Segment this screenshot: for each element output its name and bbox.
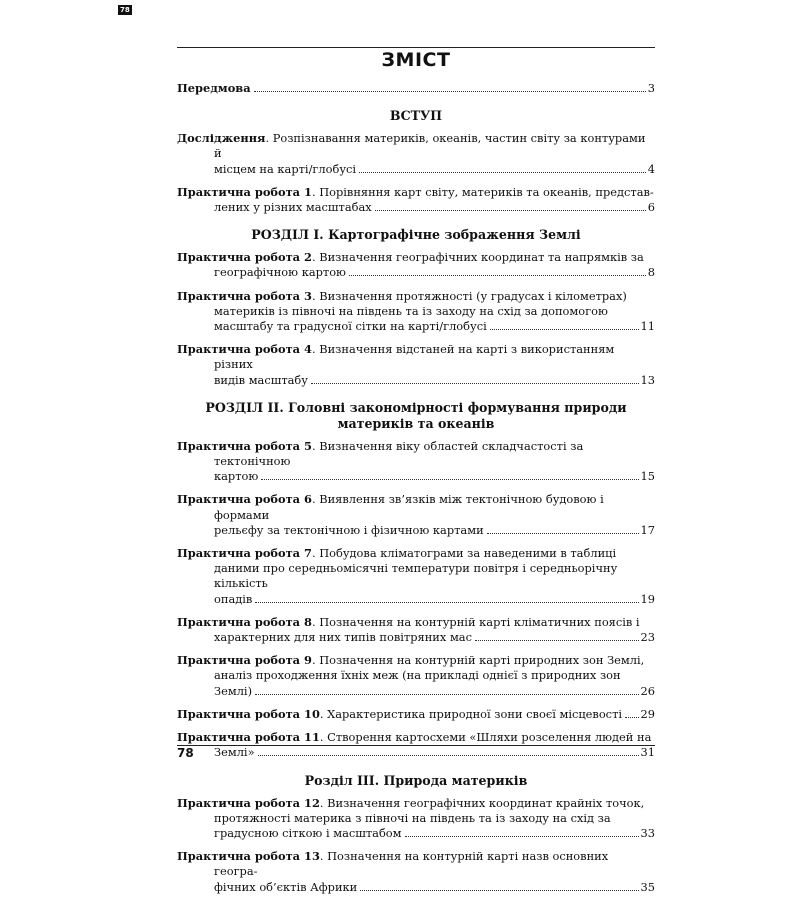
entry-last-words: місцем на карті/глобусі bbox=[214, 161, 357, 176]
toc-entry[interactable] bbox=[177, 185, 655, 215]
section-heading-number: РОЗДІЛ ІІ bbox=[205, 399, 280, 415]
entry-last-words: характерних для них типів повітряних мас bbox=[214, 630, 472, 645]
entry-last-line bbox=[177, 265, 655, 280]
entry-last-words: Землі) bbox=[214, 683, 253, 698]
entry-last-text bbox=[214, 373, 308, 388]
entry-lead: Практична робота 8 bbox=[177, 614, 312, 629]
dot-leader bbox=[359, 172, 646, 173]
entry-last-words: масштабу та градусної сітки на карті/глобусі bbox=[214, 319, 487, 334]
entry-page: 35 bbox=[640, 879, 655, 894]
section-heading bbox=[177, 227, 655, 243]
entry-last-text bbox=[214, 523, 484, 538]
entry-text bbox=[177, 546, 655, 592]
entry-last-words: рельєфу за тектонічною і фізичною картами bbox=[214, 522, 484, 537]
entry-last-words: географічною картою bbox=[214, 265, 346, 280]
entry-lead: Практична робота 13 bbox=[177, 849, 320, 864]
entry-lead: Практична робота 7 bbox=[177, 546, 312, 561]
entry-page: 26 bbox=[640, 683, 655, 698]
section-heading-number: ВСТУП bbox=[389, 108, 443, 124]
entry-text bbox=[177, 849, 655, 879]
entry-page: 3 bbox=[647, 81, 655, 95]
entry-last-words: картою bbox=[214, 469, 259, 484]
dot-leader bbox=[490, 329, 639, 330]
entry-line: . Побудова кліматограми за наведеними в таблиці даними про середньомісячні температури повітря і середньорічну кількість bbox=[214, 546, 618, 591]
toc-entry[interactable] bbox=[177, 653, 655, 699]
entry-page: 33 bbox=[640, 825, 655, 840]
dot-leader bbox=[487, 533, 639, 534]
entry-line: . Створення картосхеми «Шляхи розселення людей на bbox=[319, 730, 652, 745]
section-heading bbox=[177, 400, 655, 432]
entry-line: . Розпізнавання материків, океанів, частин світу за контурами й bbox=[214, 131, 646, 161]
entry-line: . Позначення на контурній карті назв основних геогра- bbox=[214, 849, 609, 879]
corner-page-tag: 78 bbox=[120, 6, 130, 14]
entry-page: 31 bbox=[640, 745, 655, 760]
dot-leader bbox=[475, 640, 639, 641]
toc-entry[interactable] bbox=[177, 131, 655, 177]
entry-page: 4 bbox=[647, 161, 655, 176]
entry-last-text bbox=[214, 319, 487, 334]
entry-page: 13 bbox=[640, 372, 655, 387]
toc-entry[interactable] bbox=[177, 849, 655, 895]
page-number: 78 bbox=[177, 746, 194, 760]
entry-last-text bbox=[214, 162, 356, 177]
dot-leader bbox=[349, 275, 646, 276]
entry-lead: Практична робота 10 bbox=[177, 706, 320, 721]
entry-last-line bbox=[177, 592, 655, 607]
entry-text bbox=[177, 796, 655, 826]
entry-text bbox=[177, 653, 655, 683]
entry-lead: Практична робота 3 bbox=[177, 288, 312, 303]
entry-line: . Позначення на контурній карті природних зон Землі, аналіз проходження їхніх меж (на прикладі однієї з природних зон bbox=[214, 653, 645, 683]
entry-page: 11 bbox=[640, 319, 655, 334]
entry-last-words: градусною сіткою і масштабом bbox=[214, 825, 402, 840]
toc-entry[interactable] bbox=[177, 439, 655, 485]
entry-line: . Визначення географічних координат крайніх точок, протяжності материка з півночі на південь та із заходу на схід за bbox=[214, 795, 645, 825]
toc-entry[interactable] bbox=[177, 289, 655, 335]
section-heading-number: Розділ ІІІ bbox=[304, 772, 375, 788]
entry-last-words: Землі» bbox=[214, 745, 255, 760]
entry-last-line bbox=[177, 162, 655, 177]
entry-page: 6 bbox=[647, 200, 655, 215]
entry-lead: Практична робота 5 bbox=[177, 438, 312, 453]
entry-last-line bbox=[177, 523, 655, 538]
entry-lead: Практична робота 12 bbox=[177, 795, 320, 810]
entry-last-text bbox=[214, 880, 357, 895]
entry-last-words: лених у різних масштабах bbox=[214, 200, 372, 215]
entry-lead: Практична робота 9 bbox=[177, 653, 312, 668]
entry-lead: Практична робота 1 bbox=[177, 184, 312, 199]
entry-last-words: опадів bbox=[214, 591, 253, 606]
entry-lead: Практична робота 4 bbox=[177, 342, 312, 357]
entry-line: . Визначення віку областей складчастості за тектонічною bbox=[214, 438, 584, 469]
entry-last-text bbox=[214, 826, 402, 841]
entry-page: 19 bbox=[640, 591, 655, 606]
entry-last-words: . Характеристика природної зони своєї місцевості bbox=[319, 706, 623, 721]
entry-text bbox=[177, 439, 655, 469]
entry-text bbox=[177, 342, 655, 372]
table-of-contents bbox=[177, 81, 655, 903]
entry-last-text bbox=[214, 469, 258, 484]
entry-last-line bbox=[177, 880, 655, 895]
entry-last-text bbox=[214, 684, 252, 699]
section-heading-title: . Картографічне зображення Землі bbox=[319, 227, 581, 243]
entry-last-text bbox=[214, 200, 372, 215]
entry-last-line bbox=[177, 469, 655, 484]
entry-text bbox=[177, 185, 655, 200]
entry-last-line bbox=[177, 826, 655, 841]
entry-line: . Визначення відстаней на карті з використанням різних bbox=[214, 342, 615, 372]
toc-sections bbox=[177, 108, 655, 895]
entry-last-text bbox=[214, 630, 472, 645]
entry-page: 8 bbox=[647, 265, 655, 280]
section-heading bbox=[177, 108, 655, 124]
entry-lead: Практична робота 6 bbox=[177, 492, 312, 507]
dot-leader bbox=[375, 210, 646, 211]
dot-leader bbox=[625, 717, 638, 718]
dot-leader bbox=[311, 383, 639, 384]
toc-entry[interactable] bbox=[177, 615, 655, 645]
bottom-rule bbox=[177, 745, 655, 746]
entry-line: . Позначення на контурній карті кліматичних поясів і bbox=[311, 614, 640, 629]
dot-leader bbox=[255, 694, 638, 695]
entry-last-text bbox=[214, 745, 255, 760]
entry-page: 23 bbox=[640, 630, 655, 645]
toc-entry[interactable] bbox=[177, 796, 655, 842]
entry-text bbox=[177, 250, 655, 265]
entry-text bbox=[177, 615, 655, 630]
entry-last-line bbox=[177, 319, 655, 334]
entry-last-text bbox=[214, 265, 346, 280]
entry-last-text bbox=[214, 592, 252, 607]
dot-leader bbox=[261, 479, 638, 480]
entry-last-text bbox=[177, 707, 622, 722]
entry-lead: Дослідження bbox=[177, 131, 266, 146]
toc-entry-preface[interactable] bbox=[177, 81, 655, 96]
entry-line: . Виявлення зв’язків між тектонічною будовою і формами bbox=[214, 492, 604, 522]
entry-lead: Практична робота 2 bbox=[177, 250, 312, 265]
entry-text bbox=[177, 289, 655, 319]
dot-leader bbox=[405, 836, 639, 837]
dot-leader bbox=[255, 602, 638, 603]
entry-text bbox=[177, 492, 655, 522]
entry-last-line bbox=[177, 630, 655, 645]
page-title: ЗМІСТ bbox=[381, 49, 451, 71]
section-heading-number: РОЗДІЛ І bbox=[251, 227, 320, 243]
toc-entry[interactable] bbox=[177, 342, 655, 388]
entry-lead: Практична робота 11 bbox=[177, 730, 320, 745]
section-heading-title: . Головні закономірності формування природи материків та океанів bbox=[279, 399, 627, 431]
toc-entry[interactable] bbox=[177, 492, 655, 538]
entry-last-line bbox=[177, 684, 655, 699]
entry-line: . Визначення протяжності (у градусах і кілометрах) материків із півночі на південь та із заходу на схід за допомогою bbox=[214, 288, 627, 318]
top-rule bbox=[177, 47, 655, 48]
entry-lead: Передмова bbox=[177, 81, 251, 95]
entry-text bbox=[177, 730, 655, 745]
entry-last-line bbox=[177, 707, 655, 722]
toc-entry[interactable] bbox=[177, 707, 655, 722]
entry-last-line bbox=[177, 745, 655, 760]
toc-entry[interactable] bbox=[177, 250, 655, 280]
section-heading-title: . Природа материків bbox=[374, 772, 528, 788]
section-heading bbox=[177, 773, 655, 789]
dot-leader bbox=[254, 91, 646, 92]
entry-last-line bbox=[177, 200, 655, 215]
entry-page: 15 bbox=[640, 469, 655, 484]
dot-leader bbox=[360, 890, 638, 891]
entry-page: 29 bbox=[640, 706, 655, 721]
entry-last-words: видів масштабу bbox=[214, 372, 308, 387]
entry-last-line bbox=[177, 373, 655, 388]
dot-leader bbox=[258, 755, 639, 756]
toc-entry[interactable] bbox=[177, 546, 655, 607]
entry-page: 17 bbox=[640, 522, 655, 537]
entry-line: . Порівняння карт світу, материків та океанів, представ- bbox=[311, 184, 654, 199]
entry-last-words: фічних об’єктів Африки bbox=[214, 879, 358, 894]
entry-text bbox=[177, 131, 655, 161]
entry-line: . Визначення географічних координат та напрямків за bbox=[311, 250, 644, 265]
